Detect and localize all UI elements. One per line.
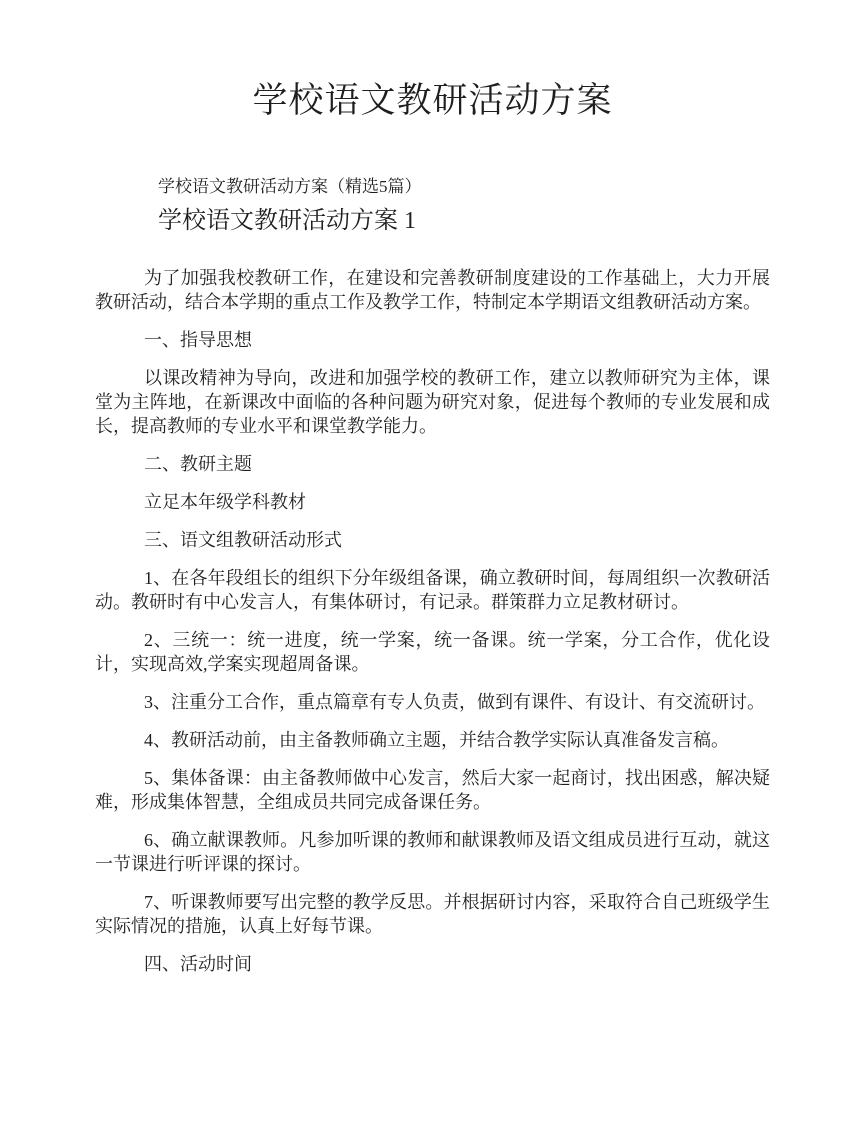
- section-heading-1: 一、指导思想: [144, 330, 252, 350]
- list-item-4: 4、教研活动前，由主备教师确立主题，并结合教学实际认真准备发言稿。: [144, 730, 729, 750]
- list-item-1: 1、在各年段组长的组织下分年级组备课，确立教研时间，每周组织一次教研活动。教研时有中心发言人，有集体研讨，有记录。群策群力立足教材研讨。: [95, 568, 770, 612]
- document-subtitle: 学校语文教研活动方案（精选5篇）: [158, 177, 422, 196]
- paragraph-intro: 为了加强我校教研工作，在建设和完善教研制度建设的工作基础上，大力开展教研活动，结合本学期的重点工作及教学工作，特制定本学期语文组教研活动方案。: [95, 268, 770, 312]
- document-title: 学校语文教研活动方案: [252, 81, 613, 120]
- paragraph-research-theme: 立足本年级学科教材: [144, 492, 306, 512]
- list-item-3: 3、注重分工合作，重点篇章有专人负责，做到有课件、有设计、有交流研讨。: [144, 692, 765, 712]
- list-item-2: 2、三统一：统一进度，统一学案，统一备课。统一学案，分工合作，优化设计，实现高效,学案实现超周备课。: [95, 630, 770, 674]
- list-item-5: 5、集体备课：由主备教师做中心发言，然后大家一起商讨，找出困惑，解决疑难，形成集体智慧，全组成员共同完成备课任务。: [95, 768, 770, 812]
- section-title: 学校语文教研活动方案 1: [158, 208, 416, 234]
- section-heading-3: 三、语文组教研活动形式: [144, 530, 342, 550]
- section-heading-2: 二、教研主题: [144, 454, 252, 474]
- paragraph-guiding-ideology: 以课改精神为导向，改进和加强学校的教研工作，建立以教师研究为主体，课堂为主阵地，在新课改中面临的各种问题为研究对象，促进每个教师的专业发展和成长，提高教师的专业水平和课堂教学能力。: [95, 368, 770, 436]
- section-heading-4: 四、活动时间: [144, 954, 252, 974]
- list-item-7: 7、听课教师要写出完整的教学反思。并根据研讨内容，采取符合自己班级学生实际情况的措施，认真上好每节课。: [95, 892, 770, 936]
- list-item-6: 6、确立献课教师。凡参加听课的教师和献课教师及语文组成员进行互动，就这一节课进行听评课的探讨。: [95, 830, 770, 874]
